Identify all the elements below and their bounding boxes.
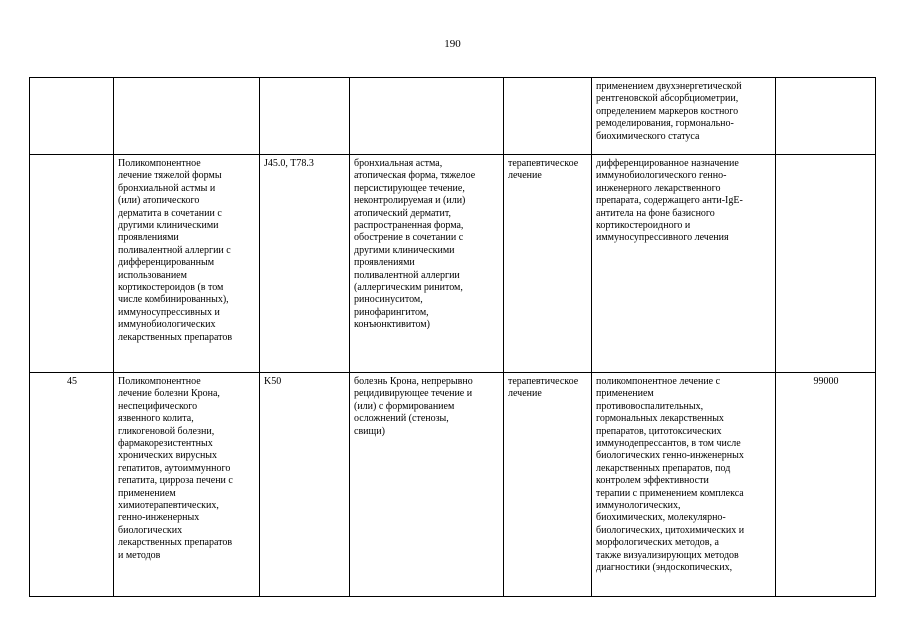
cell-code: J45.0, T78.3 [260,155,350,373]
cell-code [260,78,350,155]
cell-number [30,78,114,155]
table-row [30,155,876,373]
table-row [30,373,876,597]
cell-price [776,78,876,155]
cell-number: 45 [30,373,114,597]
cell-method: поликомпонентное лечение с применением противовоспалительных, гормональных лекарственных препаратов, цитотоксических иммунодепрессантов, в том числе биологических генно-инженерных лекарственных препаратов, под контролем эффективности терапии с применением комплекса иммунологических, биохимических, молекулярно- биологических, цитохимических и морфологических методов, а также визуализирующих методов диагностики (эндоскопических, [592,373,776,597]
cell-method: дифференцированное назначение иммунобиологического генно- инженерного лекарственного препарата, содержащего анти-IgE- антитела на фоне базисного кортикостероидного и иммуносупрессивного лечения [592,155,776,373]
table-row [30,78,876,155]
cell-model [350,78,504,155]
cell-code: K50 [260,373,350,597]
cell-price [776,155,876,373]
cell-number [30,155,114,373]
cell-model: болезнь Крона, непрерывно рецидивирующее течение и (или) с формированием осложнений (стенозы, свищи) [350,373,504,597]
cell-treatment [504,78,592,155]
cell-treatment: терапевтическое лечение [504,155,592,373]
cell-treatment: терапевтическое лечение [504,373,592,597]
cell-method: применением двухэнергетической рентгеновской абсорбциометрии, определением маркеров костного ремоделирования, гормонально- биохимического статуса [592,78,776,155]
cell-model: бронхиальная астма, атопическая форма, тяжелое персистирующее течение, неконтролируемая и (или) атопический дерматит, распространенная форма, обострение в сочетании с другими клиническими проявлениями поливалентной аллергии (аллергическим ринитом, риносинуситом, ринофарингитом, конъюнктивитом) [350,155,504,373]
cell-name: Поликомпонентное лечение болезни Крона, неспецифического язвенного колита, гликогеновой болезни, фармакорезистентных хронических вирусных гепатитов, аутоиммунного гепатита, цирроза печени с применением химиотерапевтических, генно-инженерных биологических лекарственных препаратов и методов [114,373,260,597]
cell-name: Поликомпонентное лечение тяжелой формы бронхиальной астмы и (или) атопического дерматита в сочетании с другими клиническими проявлениями поливалентной аллергии с дифференцированным использованием кортикостероидов (в том числе комбинированных), иммуносупрессивных и иммунобиологических лекарственных препаратов [114,155,260,373]
cell-name [114,78,260,155]
cell-price: 99000 [776,373,876,597]
treatment-table [29,77,876,597]
page-number: 190 [444,38,461,50]
